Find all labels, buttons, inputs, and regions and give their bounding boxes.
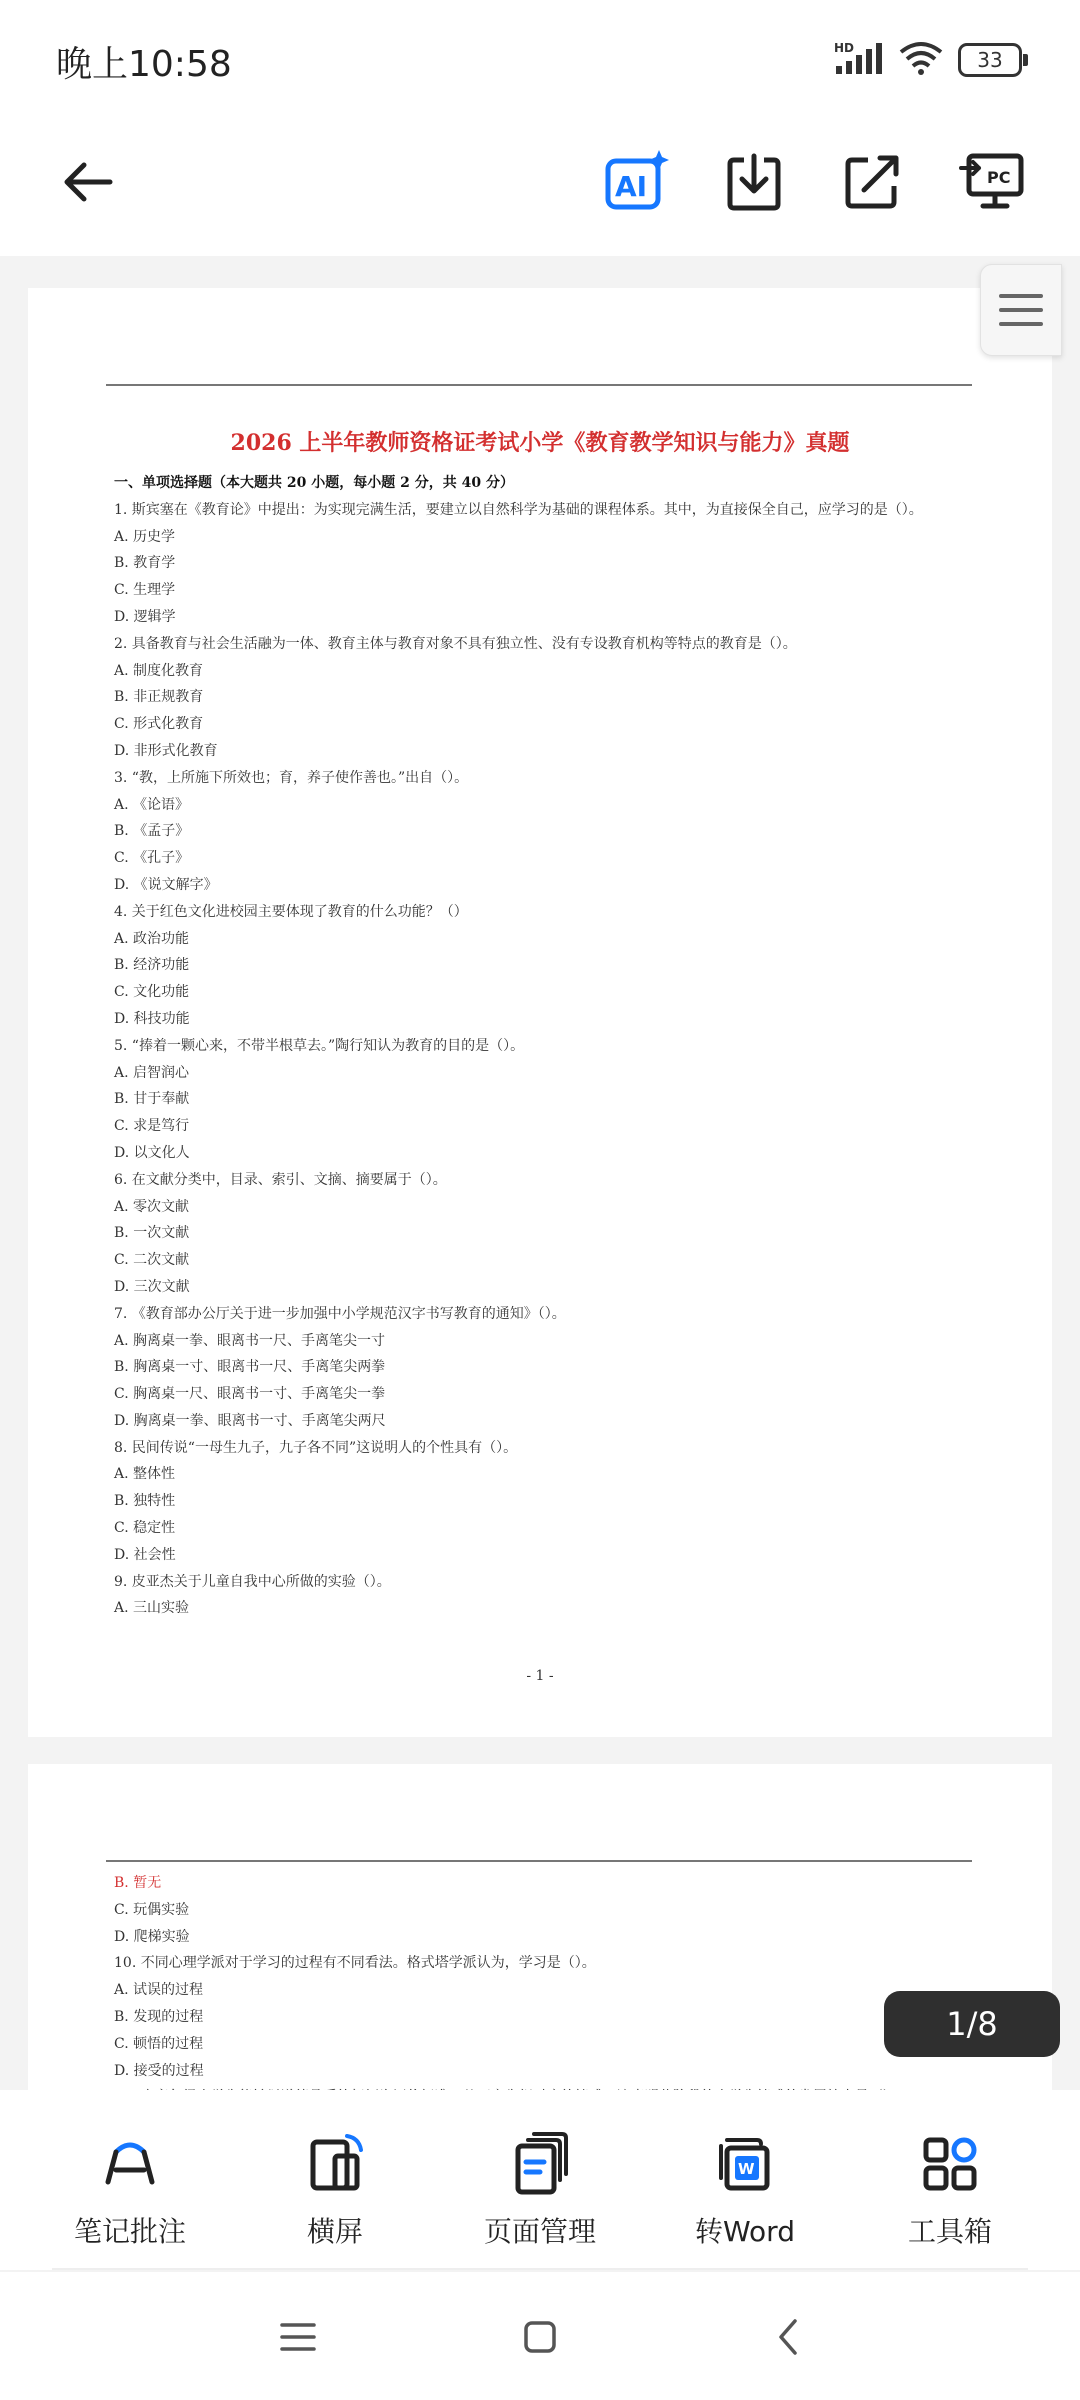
svg-text:PC: PC [987,168,1011,187]
document-page-1 [28,288,1052,1737]
battery-icon: 33 [958,43,1022,77]
header-rule [106,384,972,386]
document-line: D. 爬梯实验 [114,1928,190,1945]
document-line: D. 接受的过程 [114,2062,204,2079]
menu-icon [997,290,1045,330]
document-line: 1. 斯宾塞在《教育论》中提出：为实现完满生活，要建立以自然科学为基础的课程体系。其中，为直接保全自己，应学习的是（）。 [114,501,923,518]
landscape-button[interactable] [245,2132,425,2252]
svg-text:W: W [738,2160,755,2178]
document-line: D. 《说文解字》 [114,876,218,893]
document-title: 2026 上半年教师资格证考试小学《教育教学知识与能力》真题 [230,430,850,456]
document-line: D. 三次文献 [114,1278,190,1295]
document-line: C. 《孔子》 [114,850,190,867]
bottom-action-bar [0,2090,1080,2270]
annotate-label: 笔记批注 [73,2215,186,2248]
document-line: 9. 皮亚杰关于儿童自我中心所做的实验（）。 [114,1573,391,1590]
document-line: D. 社会性 [114,1546,176,1563]
wifi-icon [898,40,944,80]
ai-icon[interactable] [596,142,676,222]
document-line: B. 发现的过程 [114,2008,204,2025]
document-line: C. 稳定性 [114,1520,176,1537]
document-line: D. 非形式化教育 [114,742,218,759]
toolbox-button[interactable] [860,2132,1040,2252]
toolbox-icon [918,2132,982,2196]
document-line: B. 一次文献 [114,1225,190,1242]
document-line: D. 以文化人 [114,1144,190,1161]
document-line: 10. 不同心理学派对于学习的过程有不同看法。格式塔学派认为，学习是（）。 [114,1955,596,1972]
document-line: D. 逻辑学 [114,608,176,625]
page-manage-button[interactable] [450,2132,630,2252]
status-bar [0,0,1080,120]
document-line: A. 零次文献 [114,1198,190,1215]
document-line: C. 顿悟的过程 [114,2035,204,2052]
document-line: 5. “捧着一颗心来，不带半根草去。”陶行知认为教育的目的是（）。 [114,1037,525,1054]
convert-word-button[interactable] [655,2132,835,2252]
document-line: A. 三山实验 [114,1600,190,1617]
landscape-label: 横屏 [306,2215,363,2248]
home-icon[interactable] [510,2312,570,2362]
back-icon[interactable] [48,142,128,222]
document-line: B. 暂无 [114,1875,162,1891]
document-line: A. 政治功能 [114,930,190,947]
document-line: 2. 具备教育与社会生活融为一体、教育主体与教育对象不具有独立性、没有专设教育机构等特点的教育是（）。 [114,635,797,652]
network-type-label: HD [834,41,855,55]
signal-icon [832,40,884,80]
divider [52,2268,1028,2270]
word-icon [713,2132,777,2196]
document-line: 8. 民间传说“一母生九子，九子各不同”这说明人的个性具有（）。 [114,1439,518,1456]
document-line: A. 整体性 [114,1466,176,1483]
share-icon[interactable] [832,142,912,222]
document-line: C. 求是笃行 [114,1118,190,1135]
document-viewer[interactable] [0,256,1080,2090]
document-line: A. 《论语》 [114,796,190,813]
toolbox-label: 工具箱 [907,2215,992,2248]
annotate-button[interactable] [40,2132,220,2252]
page-manage-label: 页面管理 [483,2215,596,2248]
document-line: A. 启智润心 [114,1064,190,1081]
convert-word-label: 转Word [695,2215,795,2248]
document-line: 3. “教，上所施下所效也；育，养子使作善也。”出自（）。 [114,769,469,786]
document-line: C. 二次文献 [114,1252,190,1269]
document-line: C. 生理学 [114,582,176,599]
document-line: A. 历史学 [114,528,176,545]
pc-icon[interactable] [952,142,1032,222]
document-line: 7. 《教育部办公厅关于进一步加强中小学规范汉字书写教育的通知》（）。 [114,1305,566,1322]
svg-text:AI: AI [615,170,648,203]
annotate-icon [98,2132,162,2196]
document-line: 4. 关于红色文化进校园主要体现了教育的什么功能？（） [114,903,468,920]
page-manage-icon [508,2132,572,2196]
landscape-icon [303,2132,367,2196]
system-back-icon[interactable] [758,2312,818,2362]
system-navigation-bar [0,2272,1080,2400]
recent-apps-icon[interactable] [268,2312,328,2362]
document-line: B. 教育学 [114,555,176,572]
document-line: B. 经济功能 [114,957,190,974]
document-line: C. 胸离桌一尺、眼离书一寸、手离笔尖一拳 [114,1386,386,1403]
document-line: B. 甘于奉献 [114,1091,190,1108]
document-line: B. 非正规教育 [114,689,204,706]
page2-content [114,1870,974,2111]
document-line: B. 独特性 [114,1493,176,1510]
document-line: D. 胸离桌一拳、眼离书一寸、手离笔尖两尺 [114,1412,386,1429]
document-line: D. 科技功能 [114,1010,190,1027]
document-line: 一、单项选择题（本大题共 20 小题，每小题 2 分，共 40 分） [114,475,514,491]
document-line: C. 文化功能 [114,984,190,1001]
page-number: - 1 - [526,1668,554,1684]
status-icons [832,40,1022,80]
outline-menu-button[interactable] [980,264,1062,356]
top-toolbar [0,120,1080,256]
document-line: C. 玩偶实验 [114,1901,190,1918]
header-rule [106,1860,972,1862]
download-icon[interactable] [714,142,794,222]
document-line: B. 胸离桌一寸、眼离书一尺、手离笔尖两拳 [114,1359,386,1376]
document-line: A. 试误的过程 [114,1982,204,1999]
document-line: C. 形式化教育 [114,716,204,733]
document-line: 6. 在文献分类中，目录、索引、文摘、摘要属于（）。 [114,1171,447,1188]
page-indicator: 1/8 [884,1991,1060,2057]
document-line: A. 制度化教育 [114,662,204,679]
document-line: B. 《孟子》 [114,823,190,840]
status-time: 晚上10:58 [56,44,232,85]
document-line: A. 胸离桌一拳、眼离书一尺、手离笔尖一寸 [114,1332,386,1349]
page1-content [114,470,974,1622]
